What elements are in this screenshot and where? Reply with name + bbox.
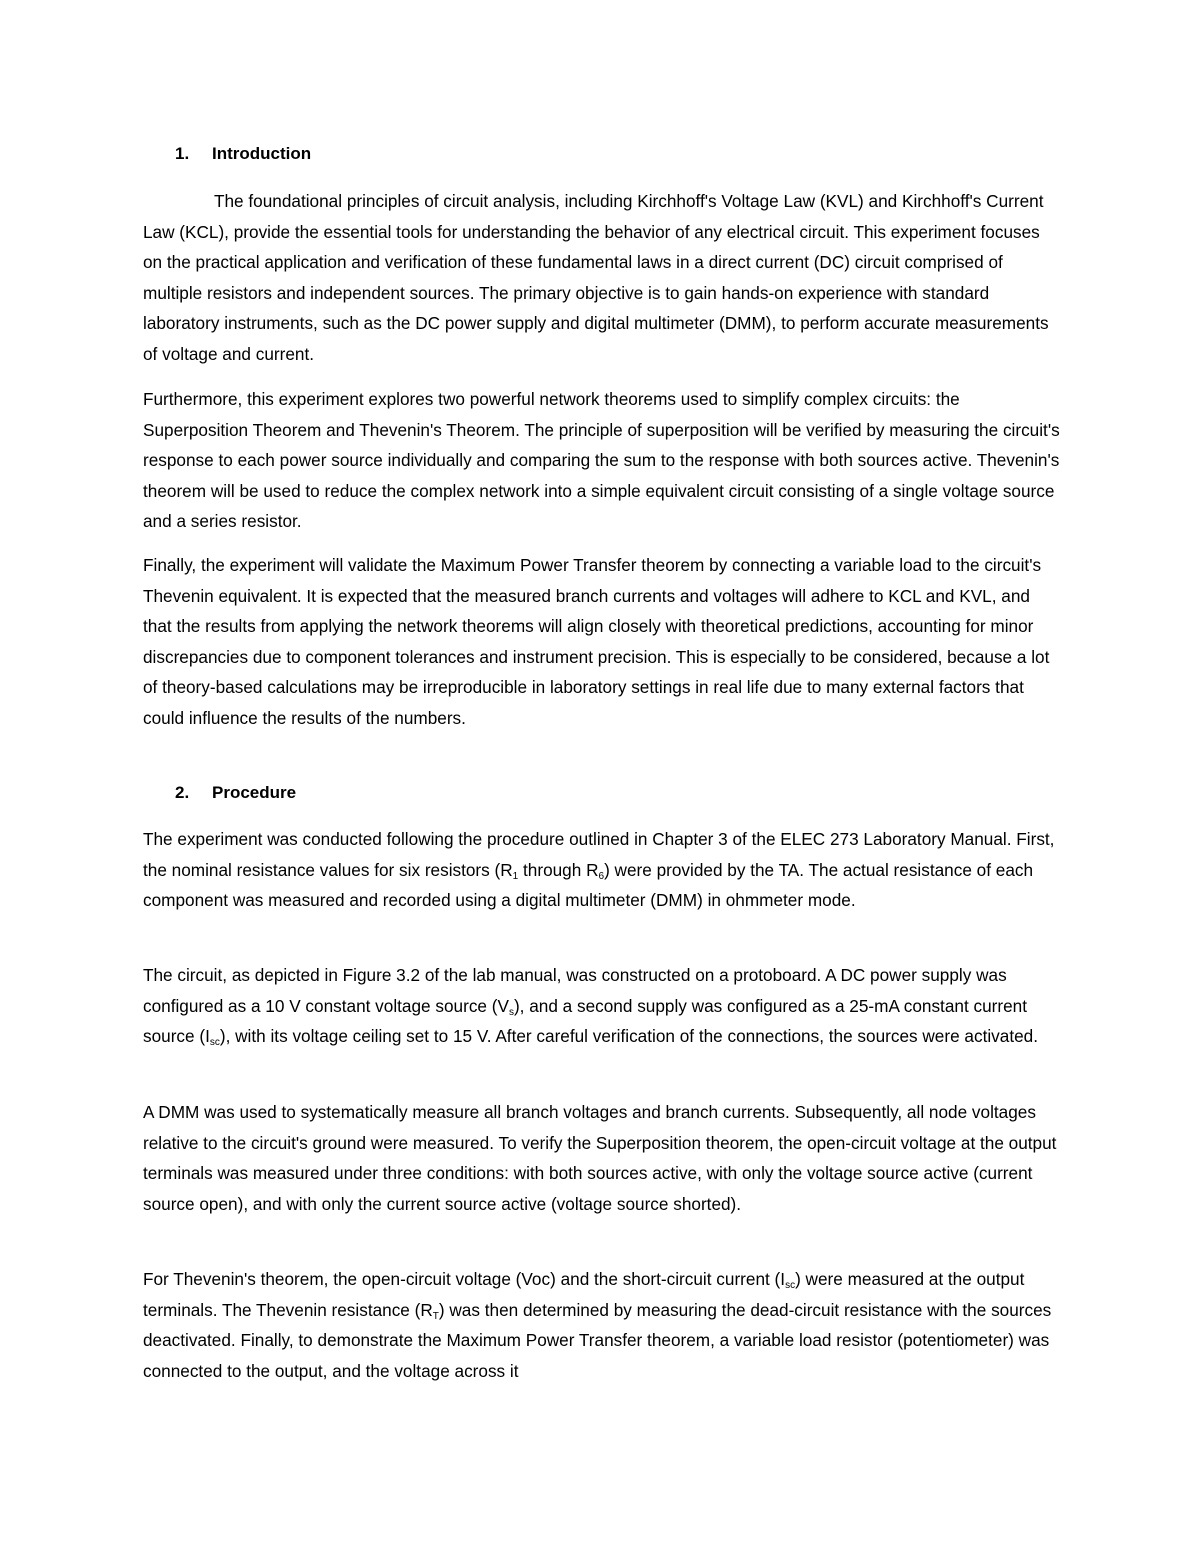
section-number: 2. (175, 783, 190, 802)
procedure-paragraph-4: For Thevenin's theorem, the open-circuit voltage (Voc) and the short-circuit current $(I_{sc})$ were measured at the output terminals. The Thevenin resistance $(R_T)$ was then determined by measuring the dead-circuit resistance with the sources deactivated. Finally, to demonstrate the Maximum Power Transfer theorem, a variable load resistor (potentiometer) was connected to the output, and the voltage across it (143, 1269, 1052, 1381)
procedure-paragraph-1: The experiment was conducted following the procedure outlined in Chapter 3 of the ELEC 273 Laboratory Manual. First, the nominal resistance values for six resistors ($R_1$ through $R_6$) were provided by the TA. The actual resistance of each component was measured and recorded using a digital multimeter (DMM) in ohmmeter mode. (143, 829, 1055, 910)
section-title: Procedure (212, 783, 297, 802)
procedure-paragraph-3: A DMM was used to systematically measure all branch voltages and branch currents. Subsequently, all node voltages relative to the circuit's ground were measured. To verify the Superposition theorem, the open-circuit voltage at the output terminals was measured under three conditions: with both sources active, with only the voltage source active (current source open), and with only the current source active (voltage source shorted). (143, 1102, 1057, 1214)
section-heading-introduction (175, 144, 311, 164)
section-title: Introduction (212, 144, 312, 163)
procedure-paragraph-2: The circuit, as depicted in Figure 3.2 of the lab manual, was constructed on a protoboard. A DC power supply was configured as a 10 V constant voltage source $(V_s)$, and a second supply was configured as a 25-mA constant current source $(I_{sc})$, with its voltage ceiling set to 15 V. After careful verification of the connections, the sources were activated. (143, 965, 1038, 1048)
section-number: 1. (175, 144, 190, 163)
intro-paragraph-2: Furthermore, this experiment explores two powerful network theorems used to simplify complex circuits: the Superposition Theorem and Thevenin's Theorem. The principle of superposition will be verified by measuring the circuit's response to each power source individually and comparing the sum to the response with both sources active. Thevenin's theorem will be used to reduce the complex network into a simple equivalent circuit consisting of a single voltage source and a series resistor. (143, 389, 1060, 531)
intro-paragraph-1: The foundational principles of circuit analysis, including Kirchhoff's Voltage Law (KVL) and Kirchhoff's Current Law (KCL), provide the essential tools for understanding the behavior of any electrical circuit. This experiment focuses on the practical application and verification of these fundamental laws in a direct current (DC) circuit comprised of multiple resistors and independent sources. The primary objective is to gain hands-on experience with standard laboratory instruments, such as the DC power supply and digital multimeter (DMM), to perform accurate measurements of voltage and current. (143, 191, 1049, 364)
intro-paragraph-3: Finally, the experiment will validate the Maximum Power Transfer theorem by connecting a variable load to the circuit's Thevenin equivalent. It is expected that the measured branch currents and voltages will adhere to KCL and KVL, and that the results from applying the network theorems will align closely with theoretical predictions, accounting for minor discrepancies due to component tolerances and instrument precision. This is especially to be considered, because a lot of theory-based calculations may be irreproducible in laboratory settings in real life due to many external factors that could influence the results of the numbers. (143, 555, 1050, 728)
section-heading-procedure (175, 783, 296, 803)
